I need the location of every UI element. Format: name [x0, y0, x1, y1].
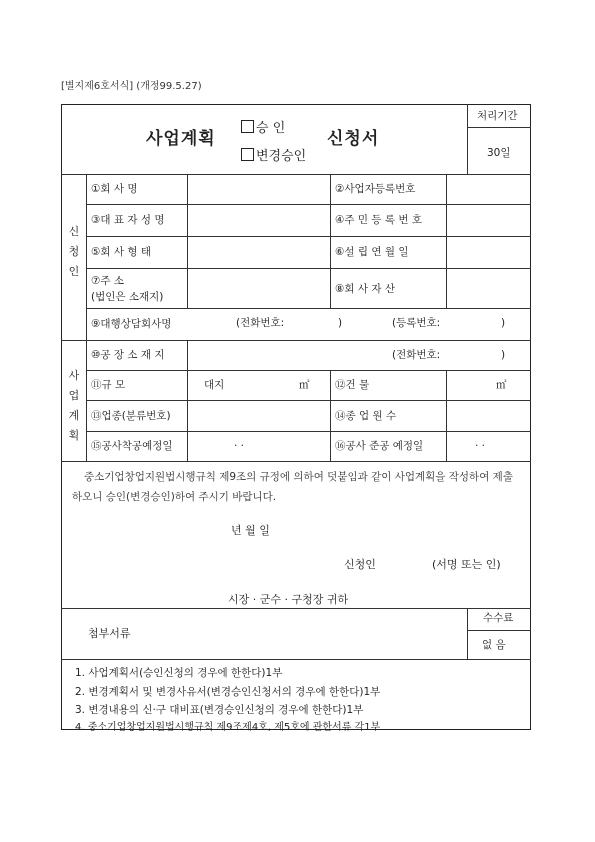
- business-reg-no-field[interactable]: [447, 175, 530, 203]
- construction-start-field[interactable]: · ·: [234, 440, 245, 452]
- construction-start-label: ⑮공사착공예정일: [91, 440, 173, 452]
- divider: [467, 608, 468, 659]
- attachment-item: 3. 변경내용의 신·구 대비표(변경승인신청의 경우에 한한다)1부: [75, 704, 364, 716]
- consulting-company-field[interactable]: [188, 309, 530, 339]
- address-label: ⑦주 소: [91, 275, 125, 287]
- signature-field[interactable]: [382, 552, 428, 574]
- attachments-label: 첨부서류: [88, 627, 131, 640]
- consultant-reg-label: (등록번호:: [392, 317, 441, 329]
- divider: [61, 659, 531, 660]
- construction-end-label: ⑯공사 준공 예정일: [335, 440, 424, 452]
- addressee: 시장 · 군수 · 구청장 귀하: [228, 593, 349, 606]
- business-plan-side-label: 사 업 계 획: [68, 369, 80, 442]
- address-sublabel: (법인은 소재지): [91, 291, 164, 303]
- factory-phone-close: ): [501, 349, 506, 361]
- land-area-field[interactable]: [225, 371, 295, 399]
- form-title-right: 신청서: [327, 129, 380, 149]
- divider: [61, 461, 531, 462]
- divider: [467, 104, 468, 174]
- factory-location-label: ⑩공 장 소 재 지: [91, 349, 165, 361]
- company-type-field[interactable]: [188, 237, 329, 267]
- founding-date-field[interactable]: [447, 237, 530, 267]
- divider: [467, 630, 531, 631]
- consultant-phone-close: ): [338, 317, 343, 329]
- attachment-item: 4. 중소기업창업지원법시행규칙 제9조제4호, 제5호에 관한서류 각1부: [75, 722, 381, 733]
- resident-reg-no-field[interactable]: [447, 205, 530, 235]
- date-line: 년 월 일: [231, 524, 270, 537]
- building-label: ⑫건 물: [335, 379, 370, 391]
- construction-end-field[interactable]: · ·: [475, 440, 486, 452]
- attachment-item: 1. 사업계획서(승인신청의 경우에 한한다)1부: [75, 667, 283, 679]
- employees-label: ⑭종 업 원 수: [335, 410, 397, 422]
- land-area-label: 대지: [204, 379, 225, 391]
- consulting-company-label: ⑨대행상담회사명: [91, 318, 172, 330]
- factory-location-field[interactable]: [188, 341, 530, 369]
- attachment-item: 2. 변경계획서 및 변경사유서(변경승인신청서의 경우에 한한다)1부: [75, 686, 381, 698]
- scale-label: ⑪규 모: [91, 379, 126, 391]
- founding-date-label: ⑥설 립 연 월 일: [335, 246, 409, 258]
- consultant-reg-close: ): [501, 317, 506, 329]
- divider: [86, 174, 87, 461]
- building-unit: ㎡: [496, 379, 507, 391]
- divider: [86, 431, 531, 432]
- consultant-phone-label: (전화번호:: [236, 317, 285, 329]
- company-name-field[interactable]: [188, 175, 329, 203]
- checkbox-approve[interactable]: [241, 120, 254, 133]
- company-assets-label: ⑧회 사 자 산: [335, 283, 395, 295]
- applicant-side-label: 신 청 인: [68, 225, 80, 278]
- industry-label: ⑬업종(분류번호): [91, 410, 171, 422]
- employees-field[interactable]: [447, 401, 530, 430]
- applicant-signature-label: 신청인: [344, 558, 376, 571]
- company-type-label: ⑤회 사 형 태: [91, 246, 151, 258]
- processing-period-label: 처리기간: [477, 110, 518, 122]
- divider: [467, 127, 531, 128]
- business-reg-no-label: ②사업자등록번호: [335, 183, 416, 195]
- address-field[interactable]: [188, 269, 329, 307]
- company-assets-field[interactable]: [447, 269, 530, 307]
- fee-label: 수수료: [483, 612, 514, 624]
- building-area-field[interactable]: [447, 371, 493, 399]
- form-number-caption: [별지제6호서식] (개정99.5.27): [61, 81, 202, 92]
- divider: [61, 608, 531, 609]
- signature-or-seal-note: (서명 또는 인): [432, 558, 501, 571]
- approve-option[interactable]: 승 인: [241, 120, 285, 135]
- factory-phone-label: (전화번호:: [392, 349, 441, 361]
- representative-name-label: ③대 표 자 성 명: [91, 214, 165, 226]
- representative-name-field[interactable]: [188, 205, 329, 235]
- fee-value: 없 음: [482, 639, 506, 651]
- resident-reg-no-label: ④주 민 등 록 번 호: [335, 214, 422, 226]
- request-statement: 중소기업창업지원법시행규칙 제9조의 규정에 의하여 덧붙임과 같이 사업계획을 작성하여 제출하오니 승인(변경승인)하여 주시기 바랍니다.: [72, 471, 513, 503]
- checkbox-change-approve[interactable]: [241, 148, 254, 161]
- company-name-label: ①회 사 명: [91, 183, 138, 195]
- form-title-left: 사업계획: [146, 129, 216, 149]
- change-approve-option[interactable]: 변경승인: [241, 148, 306, 163]
- industry-field[interactable]: [188, 401, 329, 430]
- land-unit: ㎡: [299, 379, 310, 391]
- divider: [330, 370, 331, 461]
- processing-period-value: 30일: [487, 147, 511, 159]
- divider: [330, 174, 331, 308]
